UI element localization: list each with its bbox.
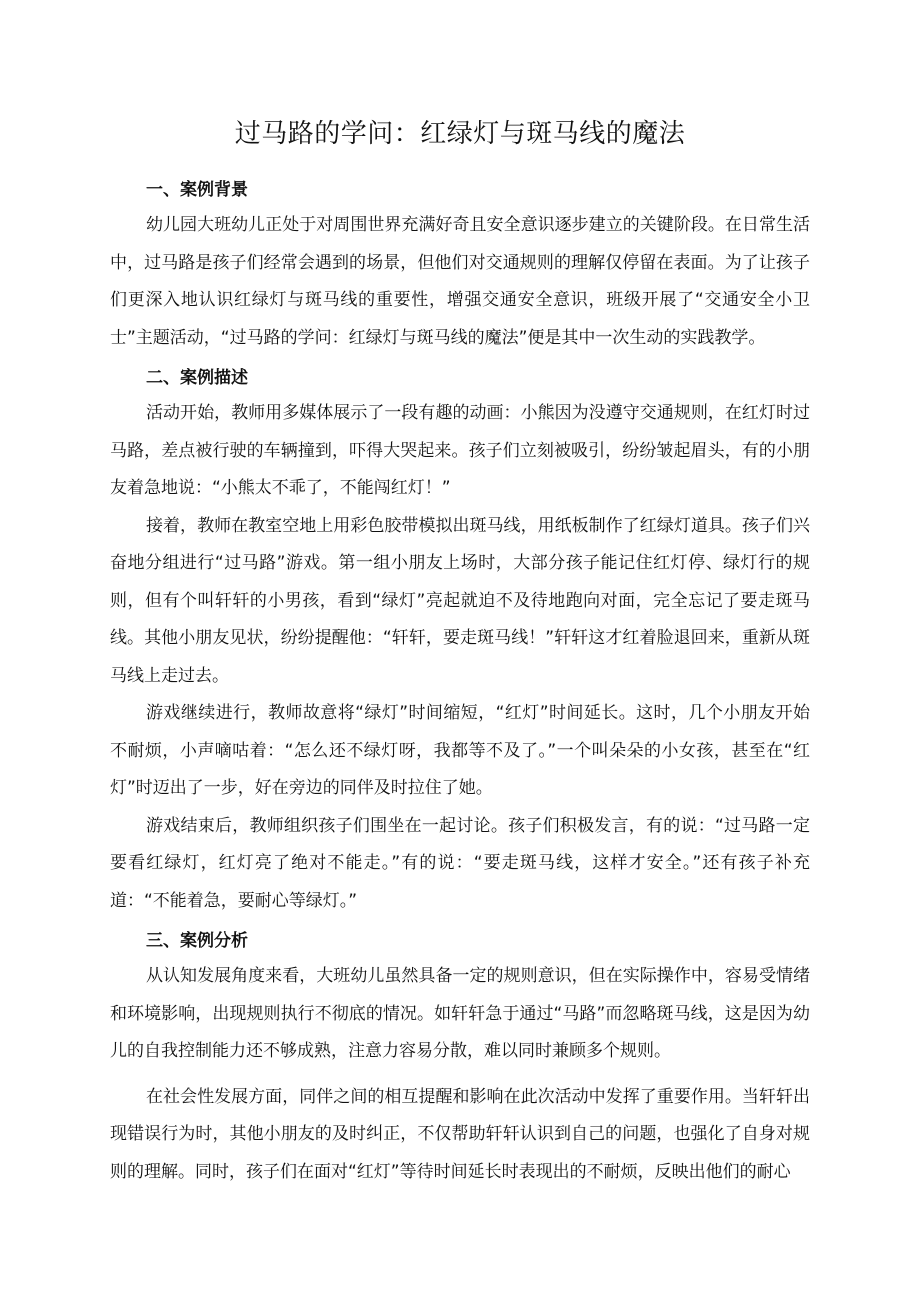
paragraph-analysis-1: 从认知发展角度来看，大班幼儿虽然具备一定的规则意识，但在实际操作中，容易受情绪和环境影响，出现规则执行不彻底的情况。如轩轩急于通过“马路”而忽略斑马线，这是因为幼儿的自我控制能力还不够成熟，注意力容易分散，难以同时兼顾多个规则。 (110, 966, 810, 1061)
paragraph-analysis-2: 在社会性发展方面，同伴之间的相互提醒和影响在此次活动中发挥了重要作用。当轩轩出现错误行为时，其他小朋友的及时纠正，不仅帮助轩轩认识到自己的问题，也强化了自身对规则的理解。同时，孩子们在面对“红灯”等待时间延长时表现出的不耐烦，反映出他们的耐心 (110, 1086, 810, 1182)
paragraph-background-1: 幼儿园大班幼儿正处于对周围世界充满好奇且安全意识逐步建立的关键阶段。在日常生活中，过马路是孩子们经常会遇到的场景，但他们对交通规则的理解仅停留在表面。为了让孩子们更深入地认识红绿灯与斑马线的重要性，增强交通安全意识，班级开展了“交通安全小卫士”主题活动，“过马路的学问：红绿灯与斑马线的魔法”便是其中一次生动的实践教学。 (110, 215, 810, 348)
section-heading-analysis: 三、案例分析 (146, 931, 248, 951)
page-title: 过马路的学问：红绿灯与斑马线的魔法 (234, 119, 686, 149)
paragraph-description-3: 游戏继续进行，教师故意将“绿灯”时间缩短，“红灯”时间延长。这时，几个小朋友开始不耐烦，小声嘀咕着：“怎么还不绿灯呀，我都等不及了。”一个叫朵朵的小女孩，甚至在“红灯”时迈出了一步，好在旁边的同伴及时拉住了她。 (110, 703, 810, 798)
paragraph-description-2: 接着，教师在教室空地上用彩色胶带模拟出斑马线，用纸板制作了红绿灯道具。孩子们兴奋地分组进行“过马路”游戏。第一组小朋友上场时，大部分孩子能记住红灯停、绿灯行的规则，但有个叫轩轩的小男孩，看到“绿灯”亮起就迫不及待地跑向对面，完全忘记了要走斑马线。其他小朋友见状，纷纷提醒他：“轩轩，要走斑马线！”轩轩这才红着脸退回来，重新从斑马线上走过去。 (110, 515, 810, 686)
section-heading-description: 二、案例描述 (146, 368, 248, 388)
document-body (110, 173, 810, 1191)
section-heading-background: 一、案例背景 (146, 180, 248, 200)
paragraph-description-4: 游戏结束后，教师组织孩子们围坐在一起讨论。孩子们积极发言，有的说：“过马路一定要看红绿灯，红灯亮了绝对不能走。”有的说：“要走斑马线，这样才安全。”还有孩子补充道：“不能着急，要耐心等绿灯。” (110, 815, 810, 911)
paragraph-description-1: 活动开始，教师用多媒体展示了一段有趣的动画：小熊因为没遵守交通规则，在红灯时过马路，差点被行驶的车辆撞到，吓得大哭起来。孩子们立刻被吸引，纷纷皱起眉头，有的小朋友着急地说：“小熊太不乖了，不能闯红灯！” (110, 403, 810, 498)
spacer (110, 1071, 810, 1079)
